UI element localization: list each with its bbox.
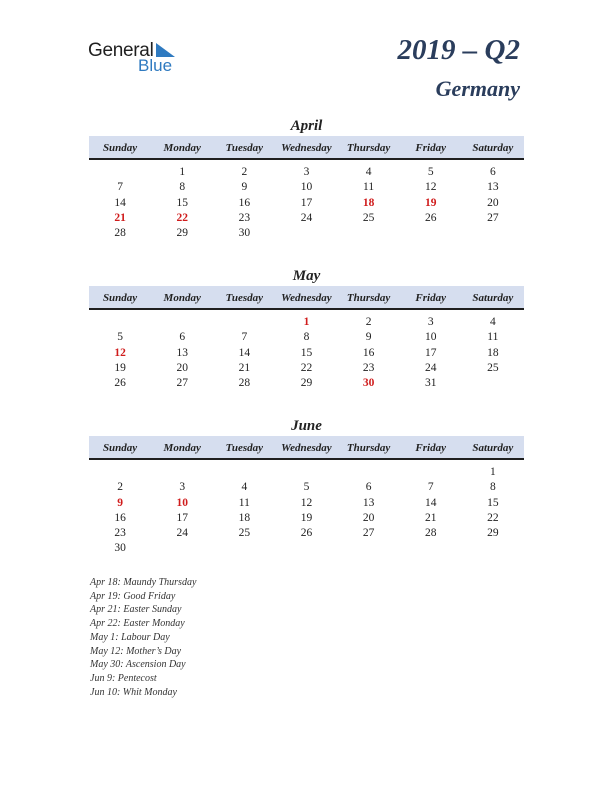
day-cell: 9 (117, 496, 123, 509)
day-cell: 16 (362, 346, 375, 359)
day-cell: 25 (362, 211, 375, 224)
weekday-tuesday: Tuesday (225, 142, 264, 154)
day-cell: 27 (487, 211, 499, 224)
weekday-wednesday: Wednesday (281, 292, 332, 304)
week-row (89, 330, 524, 345)
day-cell: 6 (489, 166, 496, 178)
day-cell: 19 (114, 361, 126, 374)
day-cell: 14 (114, 196, 126, 209)
weekday-sunday: Sunday (102, 442, 138, 454)
month-name: May (292, 268, 321, 284)
day-cell: 3 (303, 166, 310, 178)
page-title: 2019 – Q2 (397, 34, 520, 66)
logo-general-text: General (88, 40, 154, 61)
day-cell: 5 (427, 166, 434, 178)
holiday-item: Apr 21: Easter Sunday (90, 604, 182, 616)
holiday-item: May 30: Ascension Day (90, 659, 186, 671)
empty-day-cell (400, 541, 462, 556)
day-cell: 22 (300, 361, 313, 374)
month-days (89, 465, 524, 557)
day-cell: 20 (487, 196, 499, 209)
day-cell: 8 (489, 481, 496, 494)
day-cell: 9 (365, 331, 372, 344)
holiday-item: May 1: Labour Day (90, 631, 170, 643)
day-cell: 25 (238, 527, 251, 540)
day-cell: 31 (424, 377, 437, 390)
day-cell: 4 (365, 166, 372, 178)
empty-day-cell (89, 165, 151, 180)
day-cell: 20 (176, 361, 188, 374)
day-cell: 16 (114, 511, 126, 524)
weekday-friday: Friday (415, 292, 446, 304)
day-cell: 7 (241, 331, 248, 344)
day-cell: 30 (114, 542, 126, 555)
week-row (89, 180, 524, 195)
day-cell: 6 (365, 481, 372, 494)
day-cell: 24 (424, 361, 437, 374)
week-row (89, 526, 524, 541)
empty-day-cell (275, 465, 337, 480)
day-cell: 7 (117, 181, 123, 194)
weekday-saturday: Saturday (472, 142, 514, 154)
logo-blue-text: Blue (138, 56, 173, 75)
empty-day-cell (338, 541, 400, 556)
day-cell: 19 (424, 196, 437, 209)
week-row (89, 346, 524, 361)
weekday-header (89, 136, 524, 160)
day-cell: 11 (238, 496, 250, 509)
week-row (89, 315, 524, 330)
day-cell: 5 (303, 481, 310, 494)
empty-day-cell (151, 315, 213, 330)
week-row (89, 465, 524, 480)
week-row (89, 211, 524, 226)
month-days (89, 165, 524, 241)
weekday-header (89, 286, 524, 310)
day-cell: 9 (241, 181, 248, 194)
day-cell: 22 (487, 511, 499, 524)
weekday-sunday: Sunday (102, 292, 138, 304)
empty-day-cell (213, 315, 275, 330)
day-cell: 10 (176, 496, 188, 509)
weekday-wednesday: Wednesday (281, 142, 332, 154)
month-name: June (291, 418, 322, 434)
day-cell: 17 (300, 196, 313, 209)
weekday-monday: Monday (163, 142, 201, 154)
day-cell: 24 (300, 211, 313, 224)
day-cell: 8 (179, 181, 186, 194)
day-cell: 14 (238, 346, 251, 359)
day-cell: 1 (303, 316, 310, 328)
empty-day-cell (89, 315, 151, 330)
day-cell: 26 (424, 211, 437, 224)
day-cell: 7 (427, 481, 434, 494)
day-cell: 26 (114, 377, 126, 390)
day-cell: 19 (300, 511, 313, 524)
empty-day-cell (400, 465, 462, 480)
month-june (89, 416, 524, 557)
day-cell: 8 (303, 331, 310, 344)
day-cell: 15 (176, 196, 188, 209)
empty-day-cell (462, 226, 524, 241)
day-cell: 2 (365, 316, 372, 328)
empty-day-cell (89, 465, 151, 480)
day-cell: 29 (487, 527, 499, 540)
holiday-item: Apr 19: Good Friday (90, 590, 176, 602)
day-cell: 28 (238, 377, 251, 390)
holiday-item: Apr 18: Maundy Thursday (90, 577, 197, 588)
day-cell: 21 (114, 211, 126, 224)
day-cell: 3 (179, 481, 186, 494)
day-cell: 15 (487, 496, 499, 509)
empty-day-cell (462, 541, 524, 556)
day-cell: 23 (362, 361, 375, 374)
week-row (89, 541, 524, 556)
weekday-thursday: Thursday (346, 142, 391, 154)
day-cell: 6 (179, 331, 186, 344)
holiday-item: Jun 10: Whit Monday (90, 686, 177, 698)
month-days (89, 315, 524, 391)
empty-day-cell (338, 465, 400, 480)
weekday-friday: Friday (415, 442, 446, 454)
day-cell: 4 (489, 316, 496, 328)
empty-day-cell (462, 376, 524, 391)
day-cell: 30 (362, 377, 375, 390)
generalblue-logo (88, 40, 188, 76)
day-cell: 27 (362, 527, 375, 540)
day-cell: 5 (117, 331, 123, 344)
month-april (89, 116, 524, 241)
weekday-sunday: Sunday (102, 142, 138, 154)
empty-day-cell (213, 465, 275, 480)
day-cell: 13 (176, 346, 188, 359)
day-cell: 17 (424, 346, 437, 359)
week-row (89, 480, 524, 495)
day-cell: 1 (489, 466, 496, 478)
day-cell: 25 (487, 361, 499, 374)
day-cell: 14 (424, 496, 437, 509)
day-cell: 2 (117, 481, 123, 494)
weekday-saturday: Saturday (472, 292, 514, 304)
weekday-header (89, 436, 524, 460)
weekday-monday: Monday (163, 292, 201, 304)
day-cell: 10 (424, 331, 437, 344)
week-row (89, 196, 524, 211)
day-cell: 30 (238, 227, 251, 240)
week-row (89, 165, 524, 180)
day-cell: 13 (487, 181, 499, 194)
day-cell: 12 (300, 496, 313, 509)
day-cell: 15 (300, 346, 313, 359)
weekday-wednesday: Wednesday (281, 442, 332, 454)
day-cell: 18 (487, 346, 499, 359)
day-cell: 11 (487, 331, 499, 344)
day-cell: 10 (300, 181, 313, 194)
day-cell: 12 (114, 346, 126, 359)
day-cell: 11 (363, 181, 375, 194)
holiday-item: Apr 22: Easter Monday (90, 618, 185, 630)
day-cell: 23 (114, 527, 126, 540)
weekday-friday: Friday (415, 142, 446, 154)
day-cell: 29 (176, 227, 188, 240)
day-cell: 23 (238, 211, 251, 224)
weekday-thursday: Thursday (346, 292, 391, 304)
day-cell: 29 (300, 377, 313, 390)
day-cell: 20 (362, 511, 375, 524)
week-row (89, 511, 524, 526)
country-name: Germany (435, 76, 520, 101)
day-cell: 18 (238, 511, 251, 524)
day-cell: 4 (241, 481, 248, 494)
day-cell: 3 (427, 316, 434, 328)
empty-day-cell (275, 541, 337, 556)
week-row (89, 496, 524, 511)
day-cell: 2 (241, 166, 248, 178)
month-may (89, 266, 524, 391)
weekday-saturday: Saturday (472, 442, 514, 454)
day-cell: 27 (176, 377, 188, 390)
holiday-item: Jun 9: Pentecost (90, 672, 157, 684)
day-cell: 16 (238, 196, 251, 209)
weekday-tuesday: Tuesday (225, 442, 264, 454)
weekday-tuesday: Tuesday (225, 292, 264, 304)
month-name: April (290, 118, 323, 134)
empty-day-cell (400, 226, 462, 241)
holiday-list (90, 576, 196, 699)
week-row (89, 361, 524, 376)
empty-day-cell (151, 541, 213, 556)
day-cell: 24 (176, 527, 188, 540)
holiday-item: May 12: Mother’s Day (90, 645, 182, 657)
weekday-thursday: Thursday (346, 442, 391, 454)
empty-day-cell (151, 465, 213, 480)
day-cell: 18 (362, 196, 375, 209)
week-row (89, 226, 524, 241)
week-row (89, 376, 524, 391)
empty-day-cell (213, 541, 275, 556)
day-cell: 26 (300, 527, 313, 540)
day-cell: 13 (362, 496, 375, 509)
day-cell: 28 (424, 527, 437, 540)
empty-day-cell (338, 226, 400, 241)
day-cell: 12 (424, 181, 437, 194)
day-cell: 28 (114, 227, 126, 240)
day-cell: 22 (176, 211, 188, 224)
day-cell: 17 (176, 511, 188, 524)
empty-day-cell (275, 226, 337, 241)
day-cell: 1 (179, 166, 186, 178)
weekday-monday: Monday (163, 442, 201, 454)
day-cell: 21 (424, 511, 437, 524)
day-cell: 21 (238, 361, 251, 374)
